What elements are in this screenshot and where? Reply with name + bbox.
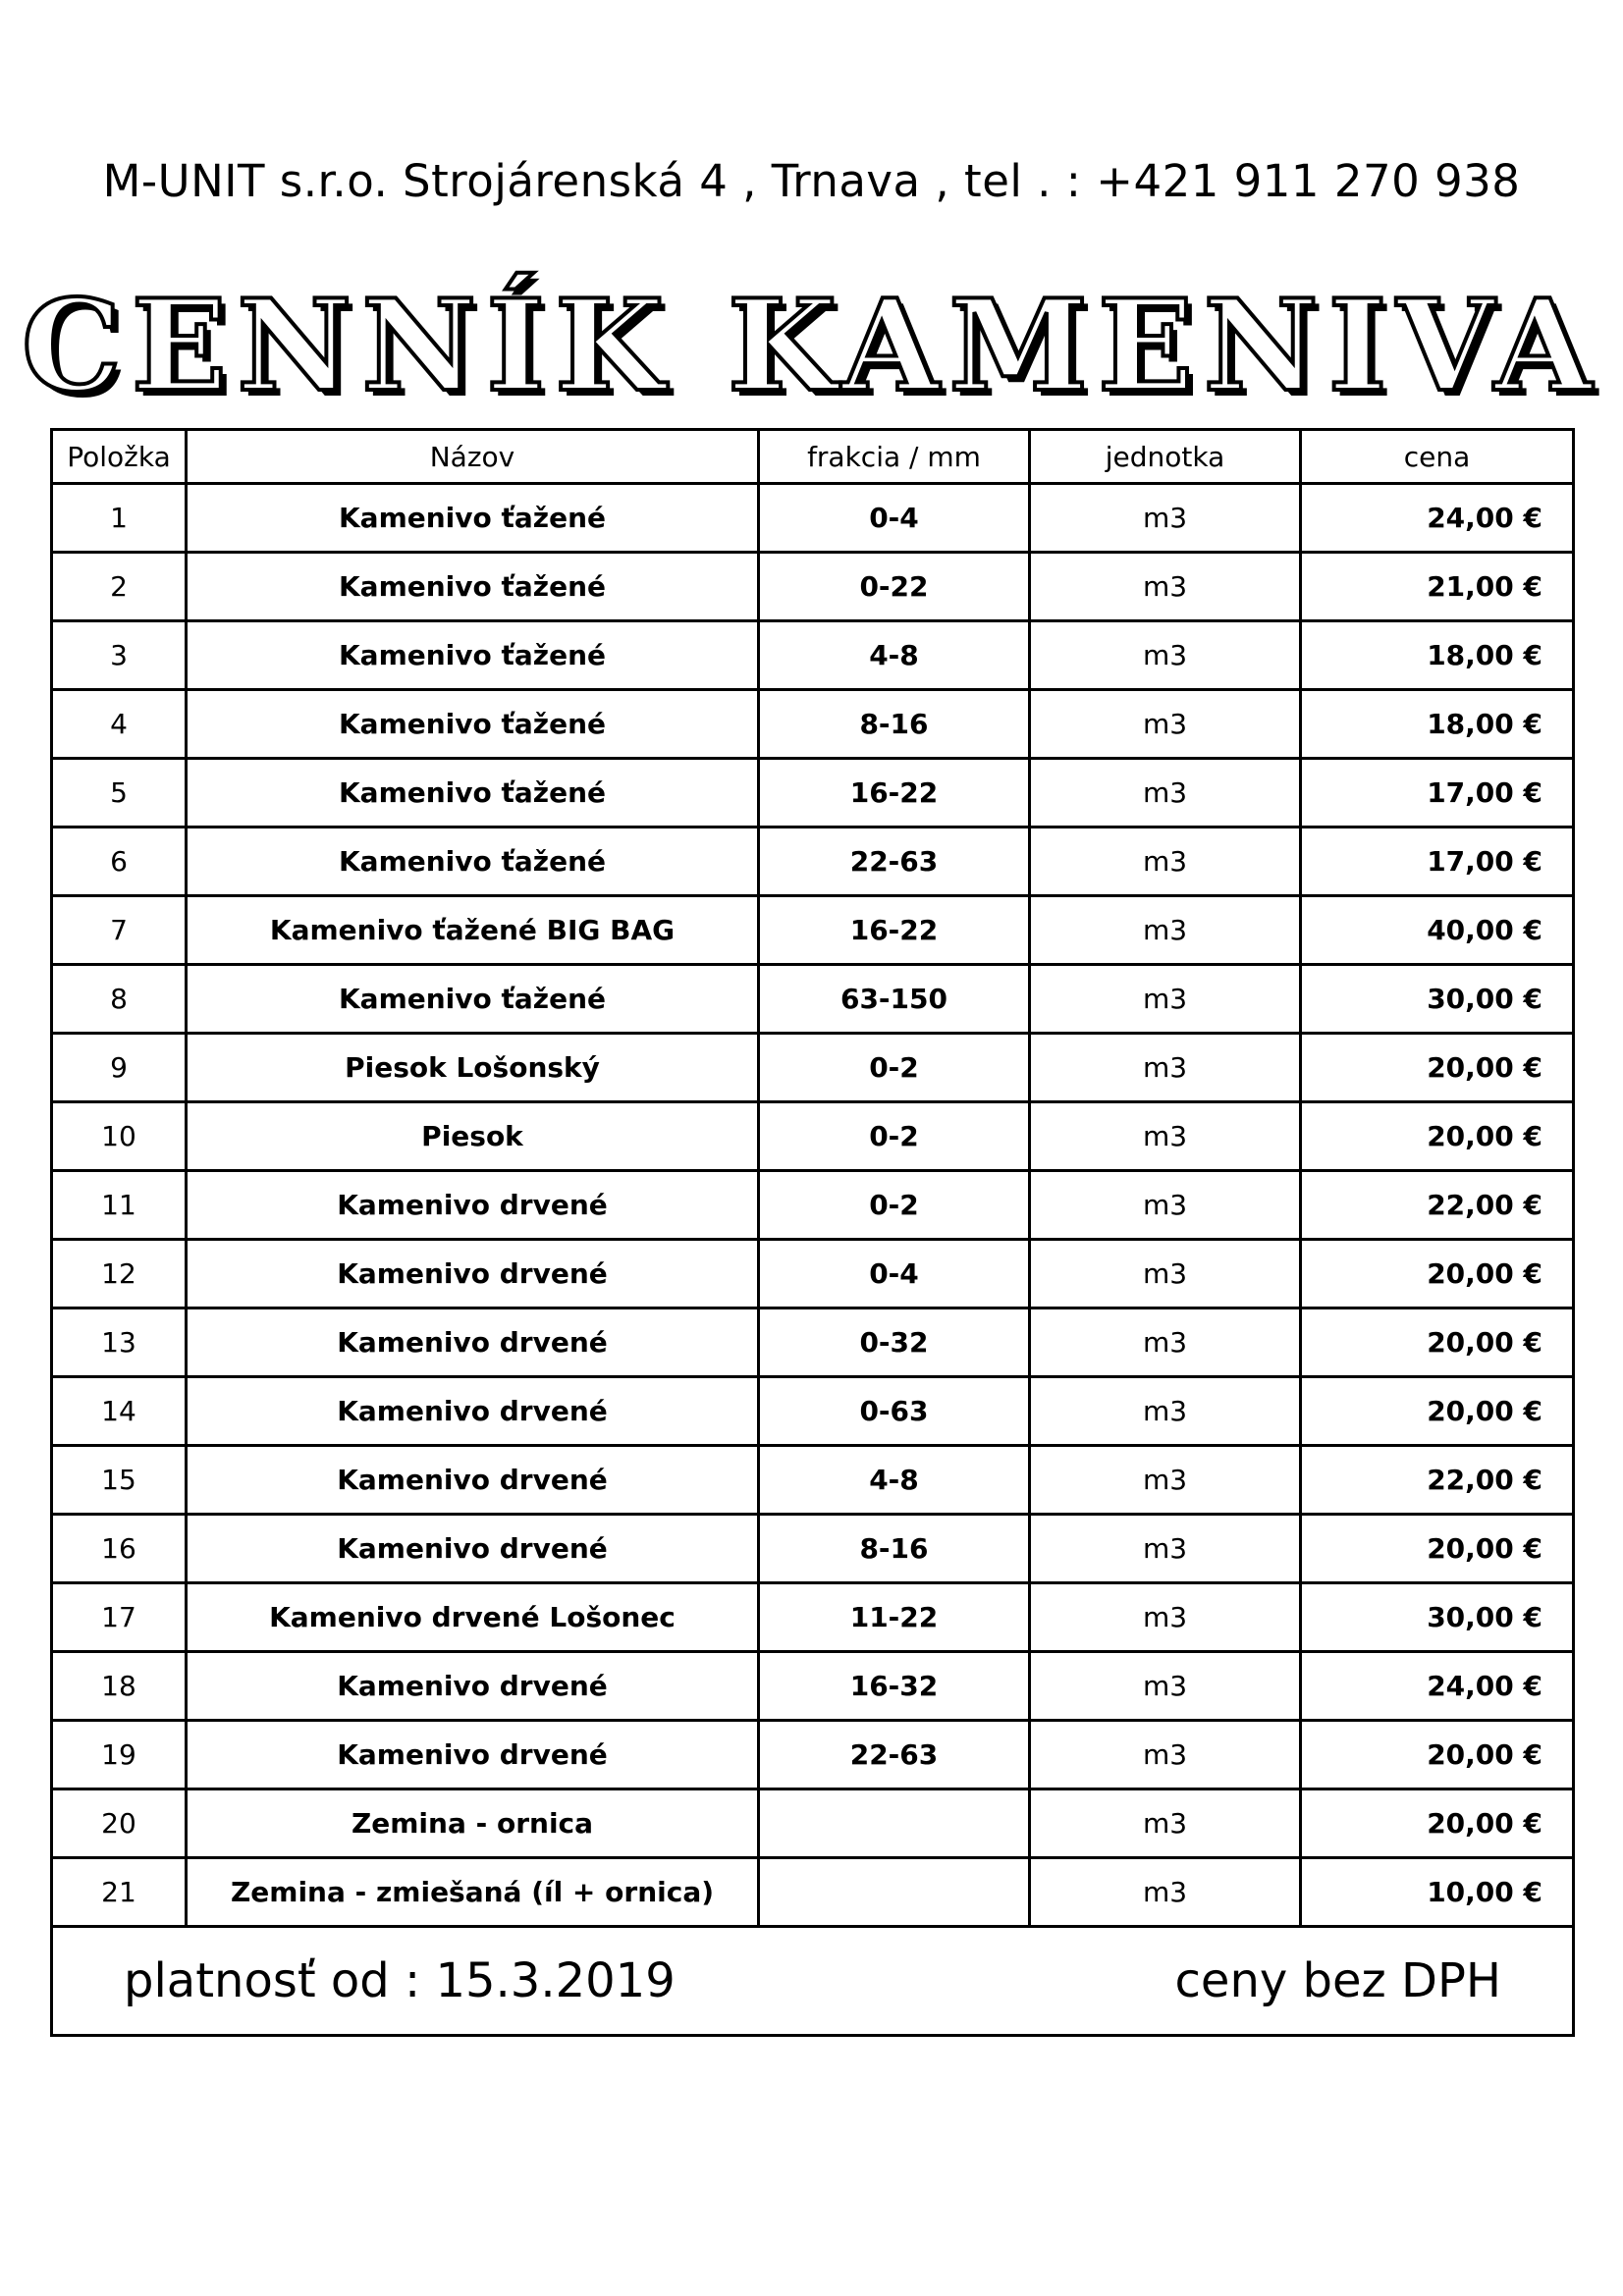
item-number-cell: 13 xyxy=(52,1308,187,1377)
fraction-cell: 22-63 xyxy=(759,1721,1030,1789)
price-cell: 22,00 € xyxy=(1301,1446,1574,1515)
price-cell: 30,00 € xyxy=(1301,965,1574,1034)
price-cell: 22,00 € xyxy=(1301,1171,1574,1240)
product-name-cell: Kamenivo drvené Lošonec xyxy=(187,1583,759,1652)
fraction-cell: 16-22 xyxy=(759,759,1030,828)
item-number-cell: 20 xyxy=(52,1789,187,1858)
product-name-cell: Kamenivo ťažené xyxy=(187,484,759,553)
fraction-cell: 4-8 xyxy=(759,1446,1030,1515)
fraction-cell: 22-63 xyxy=(759,828,1030,896)
item-number-cell: 19 xyxy=(52,1721,187,1789)
product-name-cell: Kamenivo ťažené xyxy=(187,828,759,896)
product-name-cell: Kamenivo ťažené xyxy=(187,965,759,1034)
price-cell: 17,00 € xyxy=(1301,828,1574,896)
column-header-price: cena xyxy=(1301,430,1574,484)
table-row xyxy=(52,1721,1574,1789)
price-cell: 20,00 € xyxy=(1301,1308,1574,1377)
company-info: M-UNIT s.r.o. Strojárenská 4 , Trnava , tel . : +421 911 270 938 xyxy=(102,155,1521,207)
unit-cell: m3 xyxy=(1030,553,1301,621)
unit-cell: m3 xyxy=(1030,1034,1301,1102)
product-name-cell: Zemina - ornica xyxy=(187,1789,759,1858)
column-header-fraction: frakcia / mm xyxy=(759,430,1030,484)
unit-cell: m3 xyxy=(1030,690,1301,759)
price-cell: 20,00 € xyxy=(1301,1034,1574,1102)
page-title: CENNÍK KAMENIVA xyxy=(21,273,1602,420)
fraction-cell: 4-8 xyxy=(759,621,1030,690)
item-number-cell: 10 xyxy=(52,1102,187,1171)
table-row xyxy=(52,828,1574,896)
product-name-cell: Kamenivo drvené xyxy=(187,1171,759,1240)
table-row xyxy=(52,896,1574,965)
item-number-cell: 8 xyxy=(52,965,187,1034)
fraction-cell: 0-22 xyxy=(759,553,1030,621)
product-name-cell: Kamenivo drvené xyxy=(187,1721,759,1789)
column-header-name: Názov xyxy=(187,430,759,484)
product-name-cell: Kamenivo ťažené xyxy=(187,553,759,621)
price-cell: 20,00 € xyxy=(1301,1515,1574,1583)
fraction-cell: 8-16 xyxy=(759,1515,1030,1583)
product-name-cell: Zemina - zmiešaná (íl + ornica) xyxy=(187,1858,759,1927)
item-number-cell: 14 xyxy=(52,1377,187,1446)
column-header-unit: jednotka xyxy=(1030,430,1301,484)
price-cell: 20,00 € xyxy=(1301,1377,1574,1446)
fraction-cell: 0-4 xyxy=(759,1240,1030,1308)
table-body xyxy=(52,484,1574,1927)
table-row xyxy=(52,965,1574,1034)
product-name-cell: Piesok Lošonský xyxy=(187,1034,759,1102)
table-row xyxy=(52,1377,1574,1446)
item-number-cell: 3 xyxy=(52,621,187,690)
fraction-cell: 8-16 xyxy=(759,690,1030,759)
unit-cell: m3 xyxy=(1030,1171,1301,1240)
item-number-cell: 16 xyxy=(52,1515,187,1583)
product-name-cell: Kamenivo drvené xyxy=(187,1240,759,1308)
item-number-cell: 4 xyxy=(52,690,187,759)
unit-cell: m3 xyxy=(1030,1377,1301,1446)
price-cell: 18,00 € xyxy=(1301,621,1574,690)
table-row xyxy=(52,621,1574,690)
product-name-cell: Kamenivo drvené xyxy=(187,1652,759,1721)
fraction-cell xyxy=(759,1858,1030,1927)
item-number-cell: 7 xyxy=(52,896,187,965)
table-row xyxy=(52,1789,1574,1858)
fraction-cell: 11-22 xyxy=(759,1583,1030,1652)
vat-note: ceny bez DPH xyxy=(1174,1953,1501,2008)
price-cell: 20,00 € xyxy=(1301,1789,1574,1858)
item-number-cell: 1 xyxy=(52,484,187,553)
item-number-cell: 11 xyxy=(52,1171,187,1240)
item-number-cell: 17 xyxy=(52,1583,187,1652)
unit-cell: m3 xyxy=(1030,1308,1301,1377)
footer-cell xyxy=(52,1927,1574,2036)
table-row xyxy=(52,1858,1574,1927)
unit-cell: m3 xyxy=(1030,759,1301,828)
validity-date: platnosť od : 15.3.2019 xyxy=(124,1953,676,2008)
table-row xyxy=(52,1446,1574,1515)
price-cell: 17,00 € xyxy=(1301,759,1574,828)
product-name-cell: Kamenivo drvené xyxy=(187,1446,759,1515)
fraction-cell: 0-4 xyxy=(759,484,1030,553)
price-cell: 24,00 € xyxy=(1301,1652,1574,1721)
price-cell: 40,00 € xyxy=(1301,896,1574,965)
fraction-cell: 0-2 xyxy=(759,1102,1030,1171)
item-number-cell: 2 xyxy=(52,553,187,621)
product-name-cell: Kamenivo drvené xyxy=(187,1308,759,1377)
unit-cell: m3 xyxy=(1030,1652,1301,1721)
item-number-cell: 21 xyxy=(52,1858,187,1927)
unit-cell: m3 xyxy=(1030,1858,1301,1927)
price-cell: 24,00 € xyxy=(1301,484,1574,553)
footer-row xyxy=(52,1927,1574,2036)
unit-cell: m3 xyxy=(1030,484,1301,553)
price-cell: 10,00 € xyxy=(1301,1858,1574,1927)
unit-cell: m3 xyxy=(1030,965,1301,1034)
table-row xyxy=(52,1308,1574,1377)
table-row xyxy=(52,1102,1574,1171)
unit-cell: m3 xyxy=(1030,1446,1301,1515)
fraction-cell: 63-150 xyxy=(759,965,1030,1034)
price-cell: 20,00 € xyxy=(1301,1240,1574,1308)
table-header-row xyxy=(52,430,1574,484)
table-row xyxy=(52,484,1574,553)
fraction-cell: 0-63 xyxy=(759,1377,1030,1446)
footer-content xyxy=(53,1953,1572,2008)
fraction-cell: 0-2 xyxy=(759,1034,1030,1102)
unit-cell: m3 xyxy=(1030,1721,1301,1789)
unit-cell: m3 xyxy=(1030,1102,1301,1171)
item-number-cell: 5 xyxy=(52,759,187,828)
table-row xyxy=(52,1034,1574,1102)
unit-cell: m3 xyxy=(1030,1240,1301,1308)
table-row xyxy=(52,690,1574,759)
price-table xyxy=(50,428,1575,2037)
table-row xyxy=(52,1240,1574,1308)
unit-cell: m3 xyxy=(1030,1583,1301,1652)
item-number-cell: 12 xyxy=(52,1240,187,1308)
unit-cell: m3 xyxy=(1030,1789,1301,1858)
product-name-cell: Kamenivo drvené xyxy=(187,1515,759,1583)
fraction-cell: 0-2 xyxy=(759,1171,1030,1240)
product-name-cell: Kamenivo ťažené xyxy=(187,621,759,690)
unit-cell: m3 xyxy=(1030,621,1301,690)
price-cell: 21,00 € xyxy=(1301,553,1574,621)
price-cell: 18,00 € xyxy=(1301,690,1574,759)
table-row xyxy=(52,1652,1574,1721)
unit-cell: m3 xyxy=(1030,896,1301,965)
item-number-cell: 6 xyxy=(52,828,187,896)
table-row xyxy=(52,553,1574,621)
product-name-cell: Kamenivo ťažené BIG BAG xyxy=(187,896,759,965)
unit-cell: m3 xyxy=(1030,828,1301,896)
price-cell: 30,00 € xyxy=(1301,1583,1574,1652)
column-header-item: Položka xyxy=(52,430,187,484)
item-number-cell: 18 xyxy=(52,1652,187,1721)
table-row xyxy=(52,1171,1574,1240)
fraction-cell: 0-32 xyxy=(759,1308,1030,1377)
fraction-cell: 16-32 xyxy=(759,1652,1030,1721)
table-row xyxy=(52,759,1574,828)
fraction-cell: 16-22 xyxy=(759,896,1030,965)
item-number-cell: 15 xyxy=(52,1446,187,1515)
table-row xyxy=(52,1515,1574,1583)
unit-cell: m3 xyxy=(1030,1515,1301,1583)
product-name-cell: Kamenivo drvené xyxy=(187,1377,759,1446)
price-cell: 20,00 € xyxy=(1301,1721,1574,1789)
item-number-cell: 9 xyxy=(52,1034,187,1102)
product-name-cell: Kamenivo ťažené xyxy=(187,759,759,828)
table-row xyxy=(52,1583,1574,1652)
product-name-cell: Kamenivo ťažené xyxy=(187,690,759,759)
fraction-cell xyxy=(759,1789,1030,1858)
price-cell: 20,00 € xyxy=(1301,1102,1574,1171)
product-name-cell: Piesok xyxy=(187,1102,759,1171)
